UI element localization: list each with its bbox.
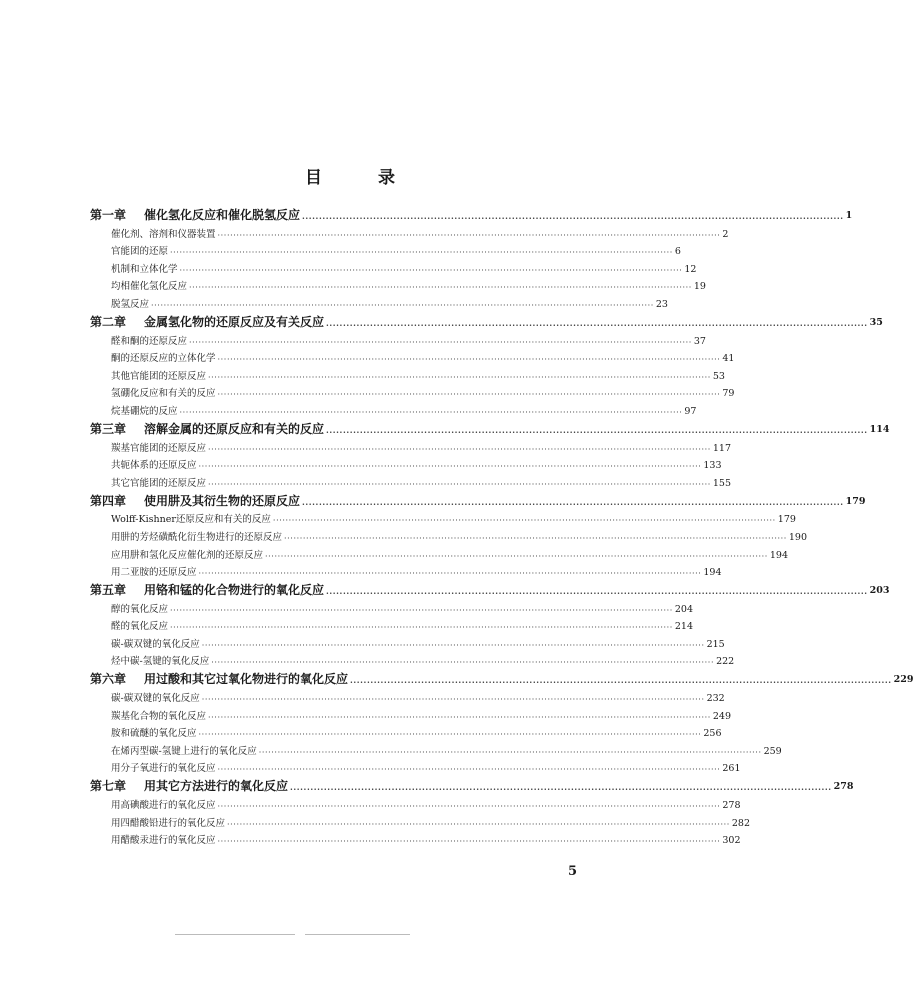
section-page-number: 190 — [788, 531, 808, 543]
toc-section-row — [90, 350, 735, 368]
dot-leader: ································································································································································ — [290, 784, 832, 795]
toc-section-row — [90, 689, 725, 707]
section-page-number: 261 — [722, 763, 741, 775]
dot-leader: ································································································································································ — [179, 407, 683, 417]
section-title: 共轭体系的还原反应 — [111, 460, 197, 472]
dot-leader: ································································································································································ — [201, 640, 705, 650]
chapter-title: 催化氢化反应和催化脱氢反应 — [144, 208, 301, 222]
dot-leader: ································································································································································ — [170, 623, 673, 633]
chapter-label — [90, 670, 348, 689]
toc-chapter-row — [90, 206, 853, 225]
section-page-number: 133 — [703, 460, 722, 472]
section-title: 醇的氧化反应 — [111, 603, 169, 615]
toc-section-row — [90, 653, 735, 671]
chapter-title: 金属氢化物的还原反应及有关反应 — [144, 314, 325, 329]
chapter-label — [90, 777, 288, 796]
section-page-number: 214 — [674, 621, 694, 633]
dot-leader: ································································································································································ — [227, 819, 730, 829]
section-title: 醛的氧化反应 — [111, 621, 169, 633]
toc-section-row — [90, 760, 741, 778]
chapter-page-number: 114 — [869, 423, 890, 435]
chapter-page-number: 229 — [893, 674, 913, 686]
section-title: 官能团的还原 — [111, 246, 169, 258]
section-title: 氢硼化反应和有关的反应 — [111, 388, 216, 400]
toc-chapter-row — [90, 670, 913, 689]
dot-leader: ································································································································································ — [350, 677, 892, 688]
dot-leader: ································································································································································ — [189, 337, 692, 347]
toc-section-row — [90, 707, 732, 725]
dot-leader: ································································································································································ — [208, 444, 711, 454]
section-page-number: 222 — [716, 656, 735, 668]
chapter-title: 使用肼及其衍生物的还原反应 — [144, 493, 301, 508]
page-number: 5 — [568, 864, 578, 879]
toc-section-row — [90, 511, 796, 529]
section-title: 胺和硫醚的氧化反应 — [111, 728, 197, 740]
dot-leader: ································································································································································ — [326, 426, 868, 437]
section-page-number: 53 — [712, 370, 725, 382]
section-title: 在烯丙型碳-氢键上进行的氧化反应 — [111, 745, 257, 757]
chapter-label — [90, 581, 324, 600]
section-title: 碳-碳双键的氧化反应 — [111, 693, 200, 705]
toc-chapter-row — [90, 581, 890, 600]
toc-chapter-row — [90, 420, 890, 439]
section-title: 催化剂、溶剂和仪器装置 — [111, 228, 216, 240]
dot-leader: ································································································································································ — [302, 213, 844, 223]
dot-leader: ································································································································································ — [272, 516, 776, 526]
toc-section-row — [90, 564, 722, 582]
dot-leader: ································································································································································ — [326, 588, 868, 599]
dot-leader: ································································································································································ — [189, 283, 692, 293]
toc-section-row — [90, 635, 725, 653]
toc-section-row — [90, 278, 706, 296]
toc-section-row — [90, 225, 729, 243]
chapter-title: 用过酸和其它过氧化物进行的氧化反应 — [144, 672, 349, 687]
section-page-number: 256 — [703, 728, 722, 740]
chapter-number: 第三章 — [90, 421, 127, 436]
toc-chapter-row — [90, 777, 854, 796]
toc-section-row — [90, 814, 751, 832]
section-page-number: 232 — [706, 693, 725, 705]
toc-chapter-row — [90, 492, 866, 511]
dot-leader: ································································································································································ — [208, 712, 711, 722]
toc-section-row — [90, 474, 732, 492]
section-page-number: 117 — [712, 442, 732, 454]
section-page-number: 6 — [674, 246, 681, 258]
toc-chapter-row — [90, 313, 883, 332]
section-title: 应用肼和氢化反应催化剂的还原反应 — [111, 549, 264, 561]
dot-leader: ································································································································································ — [170, 605, 673, 615]
toc-section-row — [90, 457, 722, 475]
section-page-number: 282 — [731, 817, 751, 829]
toc-section-row — [90, 367, 725, 385]
section-page-number: 302 — [722, 835, 741, 847]
section-title: 用分子氧进行的氧化反应 — [111, 763, 216, 775]
chapter-title: 溶解金属的还原反应和有关的反应 — [144, 421, 325, 436]
toc-section-row — [90, 600, 694, 618]
dot-leader: ································································································································································ — [198, 730, 702, 740]
chapter-number: 第七章 — [90, 779, 127, 794]
chapter-title: 用铬和锰的化合物进行的氧化反应 — [144, 583, 325, 598]
chapter-label — [90, 420, 324, 439]
chapter-number: 第六章 — [90, 672, 127, 687]
section-title: 脱氢反应 — [111, 298, 150, 310]
toc-section-row — [90, 528, 808, 546]
dot-leader: ································································································································································ — [198, 462, 702, 472]
section-title: 均相催化氢化反应 — [111, 281, 188, 293]
toc-section-row — [90, 385, 735, 403]
section-title: 醛和酮的还原反应 — [111, 335, 188, 347]
section-page-number: 155 — [712, 477, 732, 489]
section-page-number: 19 — [693, 281, 706, 293]
section-title: 用高碘酸进行的氧化反应 — [111, 800, 216, 812]
section-title: 其它官能团的还原反应 — [111, 477, 207, 489]
toc-section-row — [90, 260, 697, 278]
dot-leader: ································································································································································ — [302, 498, 844, 509]
section-title: 碳-碳双键的氧化反应 — [111, 638, 200, 650]
chapter-label — [90, 492, 300, 511]
dot-leader: ································································································································································ — [217, 355, 721, 365]
chapter-number: 第四章 — [90, 493, 127, 508]
section-title: 烷基硼烷的反应 — [111, 405, 178, 417]
chapter-page-number: 35 — [869, 316, 883, 328]
section-title: 用肼的芳烃磺酰化衍生物进行的还原反应 — [111, 531, 283, 543]
toc-section-row — [90, 546, 789, 564]
dot-leader: ································································································································································ — [151, 300, 654, 310]
dot-leader: ································································································································································ — [258, 747, 762, 757]
section-page-number: 215 — [706, 638, 725, 650]
dot-leader: ································································································································································ — [217, 837, 721, 847]
section-page-number: 204 — [674, 603, 694, 615]
section-page-number: 194 — [703, 567, 722, 579]
section-page-number: 37 — [693, 335, 706, 347]
section-page-number: 41 — [722, 353, 735, 365]
table-of-contents — [90, 206, 913, 849]
section-page-number: 179 — [777, 514, 796, 526]
chapter-title: 用其它方法进行的氧化反应 — [144, 779, 289, 794]
page-title-right-char: 录 — [378, 168, 395, 188]
section-page-number: 12 — [684, 263, 697, 275]
section-title: 机制和立体化学 — [111, 263, 178, 275]
section-title: 用二亚胺的还原反应 — [111, 567, 197, 579]
toc-section-row — [90, 725, 722, 743]
chapter-label — [90, 206, 300, 225]
dot-leader: ································································································································································ — [198, 569, 702, 579]
section-title: Wolff-Kishner还原反应和有关的反应 — [111, 514, 271, 526]
chapter-number: 第一章 — [90, 208, 127, 222]
dot-leader: ································································································································································ — [201, 695, 705, 705]
dot-leader: ································································································································································ — [217, 390, 721, 400]
section-page-number: 79 — [722, 388, 735, 400]
dot-leader: ································································································································································ — [326, 319, 868, 330]
toc-section-row — [90, 243, 681, 261]
section-page-number: 23 — [655, 298, 668, 310]
section-title: 用四醋酸铅进行的氧化反应 — [111, 817, 226, 829]
section-title: 酮的还原反应的立体化学 — [111, 353, 216, 365]
dot-leader: ································································································································································ — [217, 230, 721, 240]
section-title: 羰基化合物的氧化反应 — [111, 710, 207, 722]
section-page-number: 249 — [712, 710, 732, 722]
section-page-number: 194 — [769, 549, 789, 561]
section-page-number: 278 — [722, 800, 741, 812]
toc-section-row — [90, 832, 741, 850]
chapter-page-number: 278 — [833, 781, 854, 793]
chapter-number: 第二章 — [90, 314, 127, 329]
page-title — [0, 163, 700, 188]
chapter-page-number: 1 — [845, 210, 853, 221]
dot-leader: ································································································································································ — [211, 658, 715, 668]
section-page-number: 2 — [722, 228, 729, 240]
dot-leader: ································································································································································ — [217, 802, 721, 812]
section-title: 羰基官能团的还原反应 — [111, 442, 207, 454]
section-title: 其他官能团的还原反应 — [111, 370, 207, 382]
page-title-left-char: 目 — [305, 168, 322, 188]
section-title: 用醋酸汞进行的氧化反应 — [111, 835, 216, 847]
chapter-page-number: 203 — [869, 585, 890, 597]
dot-leader: ································································································································································ — [179, 265, 683, 275]
chapter-number: 第五章 — [90, 583, 127, 598]
toc-section-row — [90, 742, 782, 760]
toc-section-row — [90, 618, 694, 636]
scan-artifact-left — [175, 934, 295, 935]
dot-leader: ································································································································································ — [217, 765, 721, 775]
scan-artifact-right — [305, 934, 410, 935]
section-title: 烃中碳-氢键的氧化反应 — [111, 656, 210, 668]
chapter-label — [90, 313, 324, 332]
section-page-number: 259 — [763, 745, 782, 757]
toc-section-row — [90, 439, 732, 457]
dot-leader: ································································································································································ — [208, 372, 711, 382]
toc-section-row — [90, 295, 668, 313]
dot-leader: ································································································································································ — [284, 533, 787, 543]
toc-section-row — [90, 402, 697, 420]
chapter-page-number: 179 — [845, 495, 866, 507]
dot-leader: ································································································································································ — [208, 479, 711, 489]
dot-leader: ································································································································································ — [170, 248, 673, 258]
toc-section-row — [90, 332, 706, 350]
dot-leader: ································································································································································ — [265, 551, 768, 561]
section-page-number: 97 — [684, 405, 697, 417]
toc-section-row — [90, 796, 741, 814]
